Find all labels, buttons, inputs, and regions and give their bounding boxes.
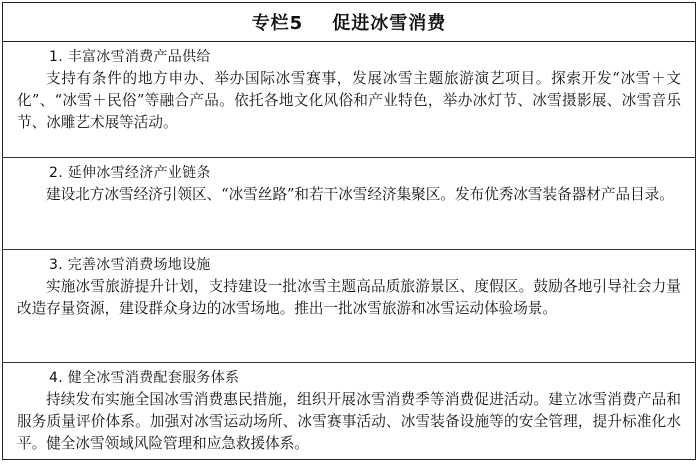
section-4-heading: 4. 健全冰雪消费配套服务体系	[49, 370, 240, 386]
box-title-bar	[3, 3, 695, 42]
section-4	[3, 363, 695, 459]
section-1-heading: 1. 丰富冰雪消费产品供给	[49, 49, 211, 65]
section-4-body: 持续发布实施全国冰雪消费惠民措施，组织开展冰雪消费季等消费促进活动。建立冰雪消费产品和服务质量评价体系。加强对冰雪运动场所、冰雪赛事活动、冰雪装备设施等的安全管理，提升标准化水平。健全冰雪领域风险管理和应急救援体系。	[17, 391, 681, 452]
feature-box	[2, 2, 696, 460]
box-title: 促进冰雪消费	[332, 13, 447, 34]
section-3	[3, 250, 695, 363]
section-1-body: 支持有条件的地方申办、举办国际冰雪赛事，发展冰雪主题旅游演艺项目。探索开发“冰雪＋文化”、“冰雪＋民俗”等融合产品。依托各地文化风俗和产业特色，举办冰灯节、冰雪摄影展、冰雪音乐节、冰雕艺术展等活动。	[17, 70, 681, 131]
section-3-body: 实施冰雪旅游提升计划，支持建设一批冰雪主题高品质旅游景区、度假区。鼓励各地引导社会力量改造存量资源，建设群众身边的冰雪场地。推出一批冰雪旅游和冰雪运动体验场景。	[17, 278, 681, 317]
section-3-heading: 3. 完善冰雪消费场地设施	[49, 257, 211, 273]
section-2-body: 建设北方冰雪经济引领区、“冰雪丝路”和若干冰雪经济集聚区。发布优秀冰雪装备器材产品目录。	[46, 186, 674, 203]
section-2	[3, 158, 695, 250]
section-2-heading: 2. 延伸冰雪经济产业链条	[49, 165, 211, 181]
section-1	[3, 42, 695, 158]
box-label: 专栏5	[251, 13, 304, 34]
